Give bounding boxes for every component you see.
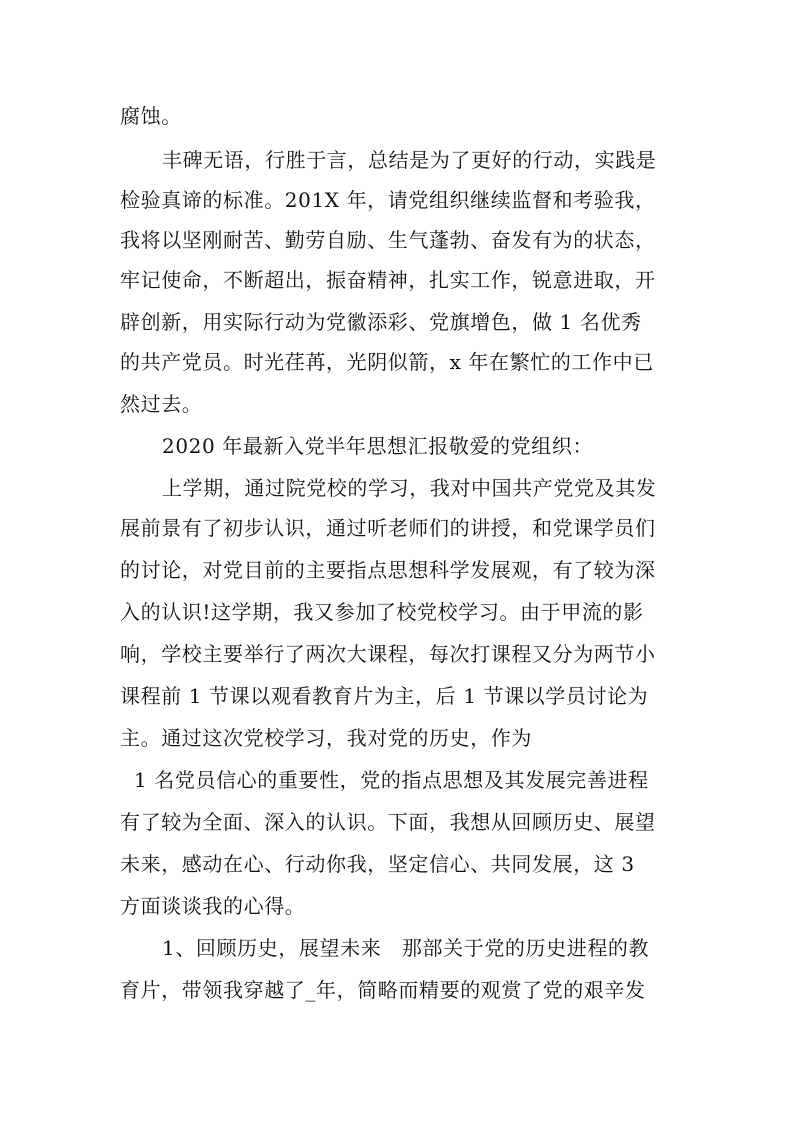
text-line: 检验真谛的标准。201X 年，请党组织继续监督和考验我， (120, 188, 656, 212)
text-line: 丰碑无语，行胜于言，总结是为了更好的行动，实践是 (162, 148, 657, 172)
text-line: 方面谈谈我的心得。 (120, 894, 306, 918)
text-line: 然过去。 (120, 392, 203, 416)
text-line: 展前景有了初步认识，通过听老师们的讲授，和党课学员们 (120, 516, 656, 540)
text-line: 腐蚀。 (120, 104, 182, 128)
text-line: 我将以坚刚耐苦、勤劳自励、生气蓬勃、奋发有为的状态， (120, 228, 656, 252)
text-line: 主。通过这次党校学习，我对党的历史，作为 (120, 726, 532, 750)
section-heading: 2020 年最新入党半年思想汇报敬爱的党组织： (162, 434, 594, 458)
text-line: 1、回顾历史，展望未来 那部关于党的历史进程的教 (162, 936, 650, 960)
text-line: 未来，感动在心、行动你我，坚定信心、共同发展，这 3 (120, 852, 635, 876)
text-line: 辟创新，用实际行动为党徽添彩、党旗增色，做 1 名优秀 (120, 310, 642, 334)
text-line: 1 名党员信心的重要性，党的指点思想及其发展完善进程 (134, 768, 649, 792)
text-line: 有了较为全面、深入的认识。下面，我想从回顾历史、展望 (120, 810, 656, 834)
text-line: 牢记使命，不断超出，振奋精神，扎实工作，锐意进取，开 (120, 268, 656, 292)
text-line: 响，学校主要举行了两次大课程，每次打课程又分为两节小 (120, 642, 656, 666)
text-line: 的讨论，对党目前的主要指点思想科学发展观，有了较为深 (120, 558, 656, 582)
text-line: 的共产党员。时光荏苒，光阴似箭，x 年在繁忙的工作中已 (120, 350, 654, 374)
text-line: 入的认识!这学期，我又参加了校党校学习。由于甲流的影 (120, 600, 644, 624)
text-line: 上学期，通过院党校的学习，我对中国共产党党及其发 (162, 476, 657, 500)
text-line: 课程前 1 节课以观看教育片为主，后 1 节课以学员讨论为 (120, 684, 649, 708)
text-line: 育片，带领我穿越了_年，简略而精要的观赏了党的艰辛发 (120, 978, 646, 1002)
